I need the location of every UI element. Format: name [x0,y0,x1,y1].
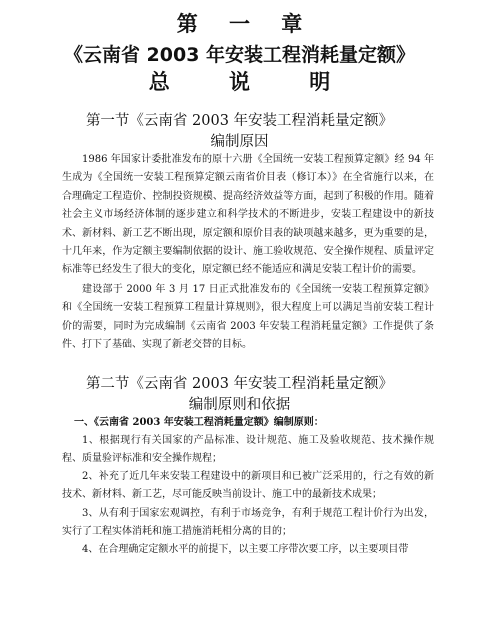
principle-item-3: 3、从有利于国家宏观调控，有利于市场竞争，有利于规范工程计价行为出发，实行了工程实体消耗和施工措施消耗相分离的目的； [62,508,434,538]
section1-subtitle: 编制原因 [210,134,269,150]
section1-paragraph-1: 1986 年国家计委批准发布的原十六册《全国统一安装工程预算定额》经 94 年生成为《全国统一安装工程预算定额云南省价目表（修订本）》在全省施行以来，在合理确定工程造价、控制投资规模、提高经济效益等方面，起到了积极的作用。随着社会主义市场经济体制的逐步建立和科学技术的不断进步，安装工程建设中的新技术、新材料、新工艺不断出现，原定额和原价目表的缺项越来越多，更为重要的是，十几年来，作为定额主要编制依据的设计、施工验收规范、安全操作规程、质量评定标准等已经发生了很大的变化，原定额已经不能适应和满足安装工程计价的需要。 [62,154,434,276]
document-title: 《云南省 2003 年安装工程消耗量定额》 [63,44,416,66]
general-notes-heading: 总 说 明 [148,70,357,94]
section2-title: 第二节《云南省 2003 年安装工程消耗量定额》 [85,376,394,392]
principle-item-1: 1、根据现行有关国家的产品标准、设计规范、施工及验收规范、技术操作规程、质量验评标准和安全操作规程； [62,435,434,465]
section1-title: 第一节《云南省 2003 年安装工程消耗量定额》 [85,113,394,129]
principle-item-2: 2、补充了近几年来安装工程建设中的新项目和已被广泛采用的，行之有效的新技术、新材料、新工艺，尽可能反映当前设计、施工中的最新技术成果； [62,471,434,501]
principle-item-4: 4、在合理确定定额水平的前提下，以主要工序带次要工序，以主要项目带 [82,544,409,555]
section2-lead: 一、《云南省 2003 年安装工程消耗量定额》编制原则： [74,417,324,428]
chapter-heading: 第 一 章 [176,12,315,36]
section2-subtitle: 编制原则和依据 [188,397,291,413]
section1-paragraph-2: 建设部于 2000 年 3 月 17 日正式批准发布的《全国统一安装工程预算定额》和《全国统一安装工程预算工程量计算规则》，很大程度上可以满足当前安装工程计价的需要，同时为完成编制《云南省 2003 年安装工程消耗量定额》工作提供了条件、打下了基础、实现了新老交替的目标。 [62,284,434,351]
